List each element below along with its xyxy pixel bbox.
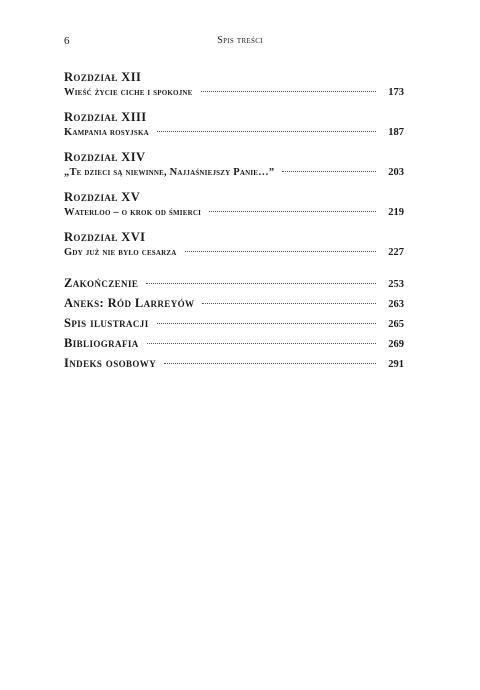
toc-section-bibliography bbox=[64, 334, 404, 354]
page-reference: 173 bbox=[388, 87, 404, 98]
page-number: 6 bbox=[64, 35, 70, 47]
dot-leader bbox=[147, 343, 376, 344]
toc-section-conclusion bbox=[64, 274, 404, 294]
dot-leader bbox=[185, 251, 376, 252]
toc-entry bbox=[64, 245, 404, 260]
section-title: Bibliografia bbox=[64, 336, 139, 350]
chapter-title: Gdy już nie było cesarza bbox=[64, 247, 177, 258]
toc-entry bbox=[64, 205, 404, 220]
page-reference: 219 bbox=[388, 207, 404, 218]
section-title: Indeks osobowy bbox=[64, 356, 157, 370]
dot-leader bbox=[201, 91, 376, 92]
toc-chapter-xii bbox=[64, 70, 404, 100]
dot-leader bbox=[157, 323, 376, 324]
page-reference: 291 bbox=[388, 359, 404, 370]
dot-leader bbox=[282, 171, 376, 172]
section-title: Spis ilustracji bbox=[64, 316, 149, 330]
chapter-label: Rozdział XVI bbox=[64, 230, 146, 244]
chapter-title: Waterloo – o krok od śmierci bbox=[64, 207, 202, 218]
chapter-title: „Te dzieci są niewinne, Najjaśniejszy Panie…” bbox=[64, 167, 275, 178]
page-reference: 187 bbox=[388, 127, 404, 138]
chapter-title: Kampania rosyjska bbox=[64, 127, 149, 138]
toc-chapter-xiv bbox=[64, 150, 404, 180]
chapter-title: Wieść życie ciche i spokojne bbox=[64, 87, 193, 98]
toc-section-illustrations bbox=[64, 314, 404, 334]
toc-chapter-xiii bbox=[64, 110, 404, 140]
toc-section-appendix bbox=[64, 294, 404, 314]
toc-chapter-xvi bbox=[64, 230, 404, 260]
page-reference: 227 bbox=[388, 247, 404, 258]
page-reference: 203 bbox=[388, 167, 404, 178]
running-title: Spis treści bbox=[217, 35, 263, 46]
page-reference: 253 bbox=[388, 279, 404, 290]
dot-leader bbox=[209, 211, 376, 212]
section-title: Aneks: Ród Larreyów bbox=[64, 296, 195, 310]
toc-entry bbox=[64, 85, 404, 100]
page-reference: 269 bbox=[388, 339, 404, 350]
chapter-label: Rozdział XII bbox=[64, 70, 142, 84]
toc-back-matter bbox=[64, 274, 404, 374]
section-title: Zakończenie bbox=[64, 276, 139, 290]
chapter-label: Rozdział XIII bbox=[64, 110, 147, 124]
page-reference: 265 bbox=[388, 319, 404, 330]
dot-leader bbox=[164, 363, 376, 364]
page-reference: 263 bbox=[388, 299, 404, 310]
running-head bbox=[64, 34, 416, 48]
dot-leader bbox=[157, 131, 376, 132]
toc-section-index bbox=[64, 354, 404, 374]
toc-entry bbox=[64, 125, 404, 140]
toc-entry bbox=[64, 165, 404, 180]
chapter-label: Rozdział XIV bbox=[64, 150, 146, 164]
table-of-contents bbox=[64, 70, 404, 374]
toc-chapter-xv bbox=[64, 190, 404, 220]
dot-leader bbox=[146, 283, 376, 284]
dot-leader bbox=[202, 303, 376, 304]
chapter-label: Rozdział XV bbox=[64, 190, 141, 204]
